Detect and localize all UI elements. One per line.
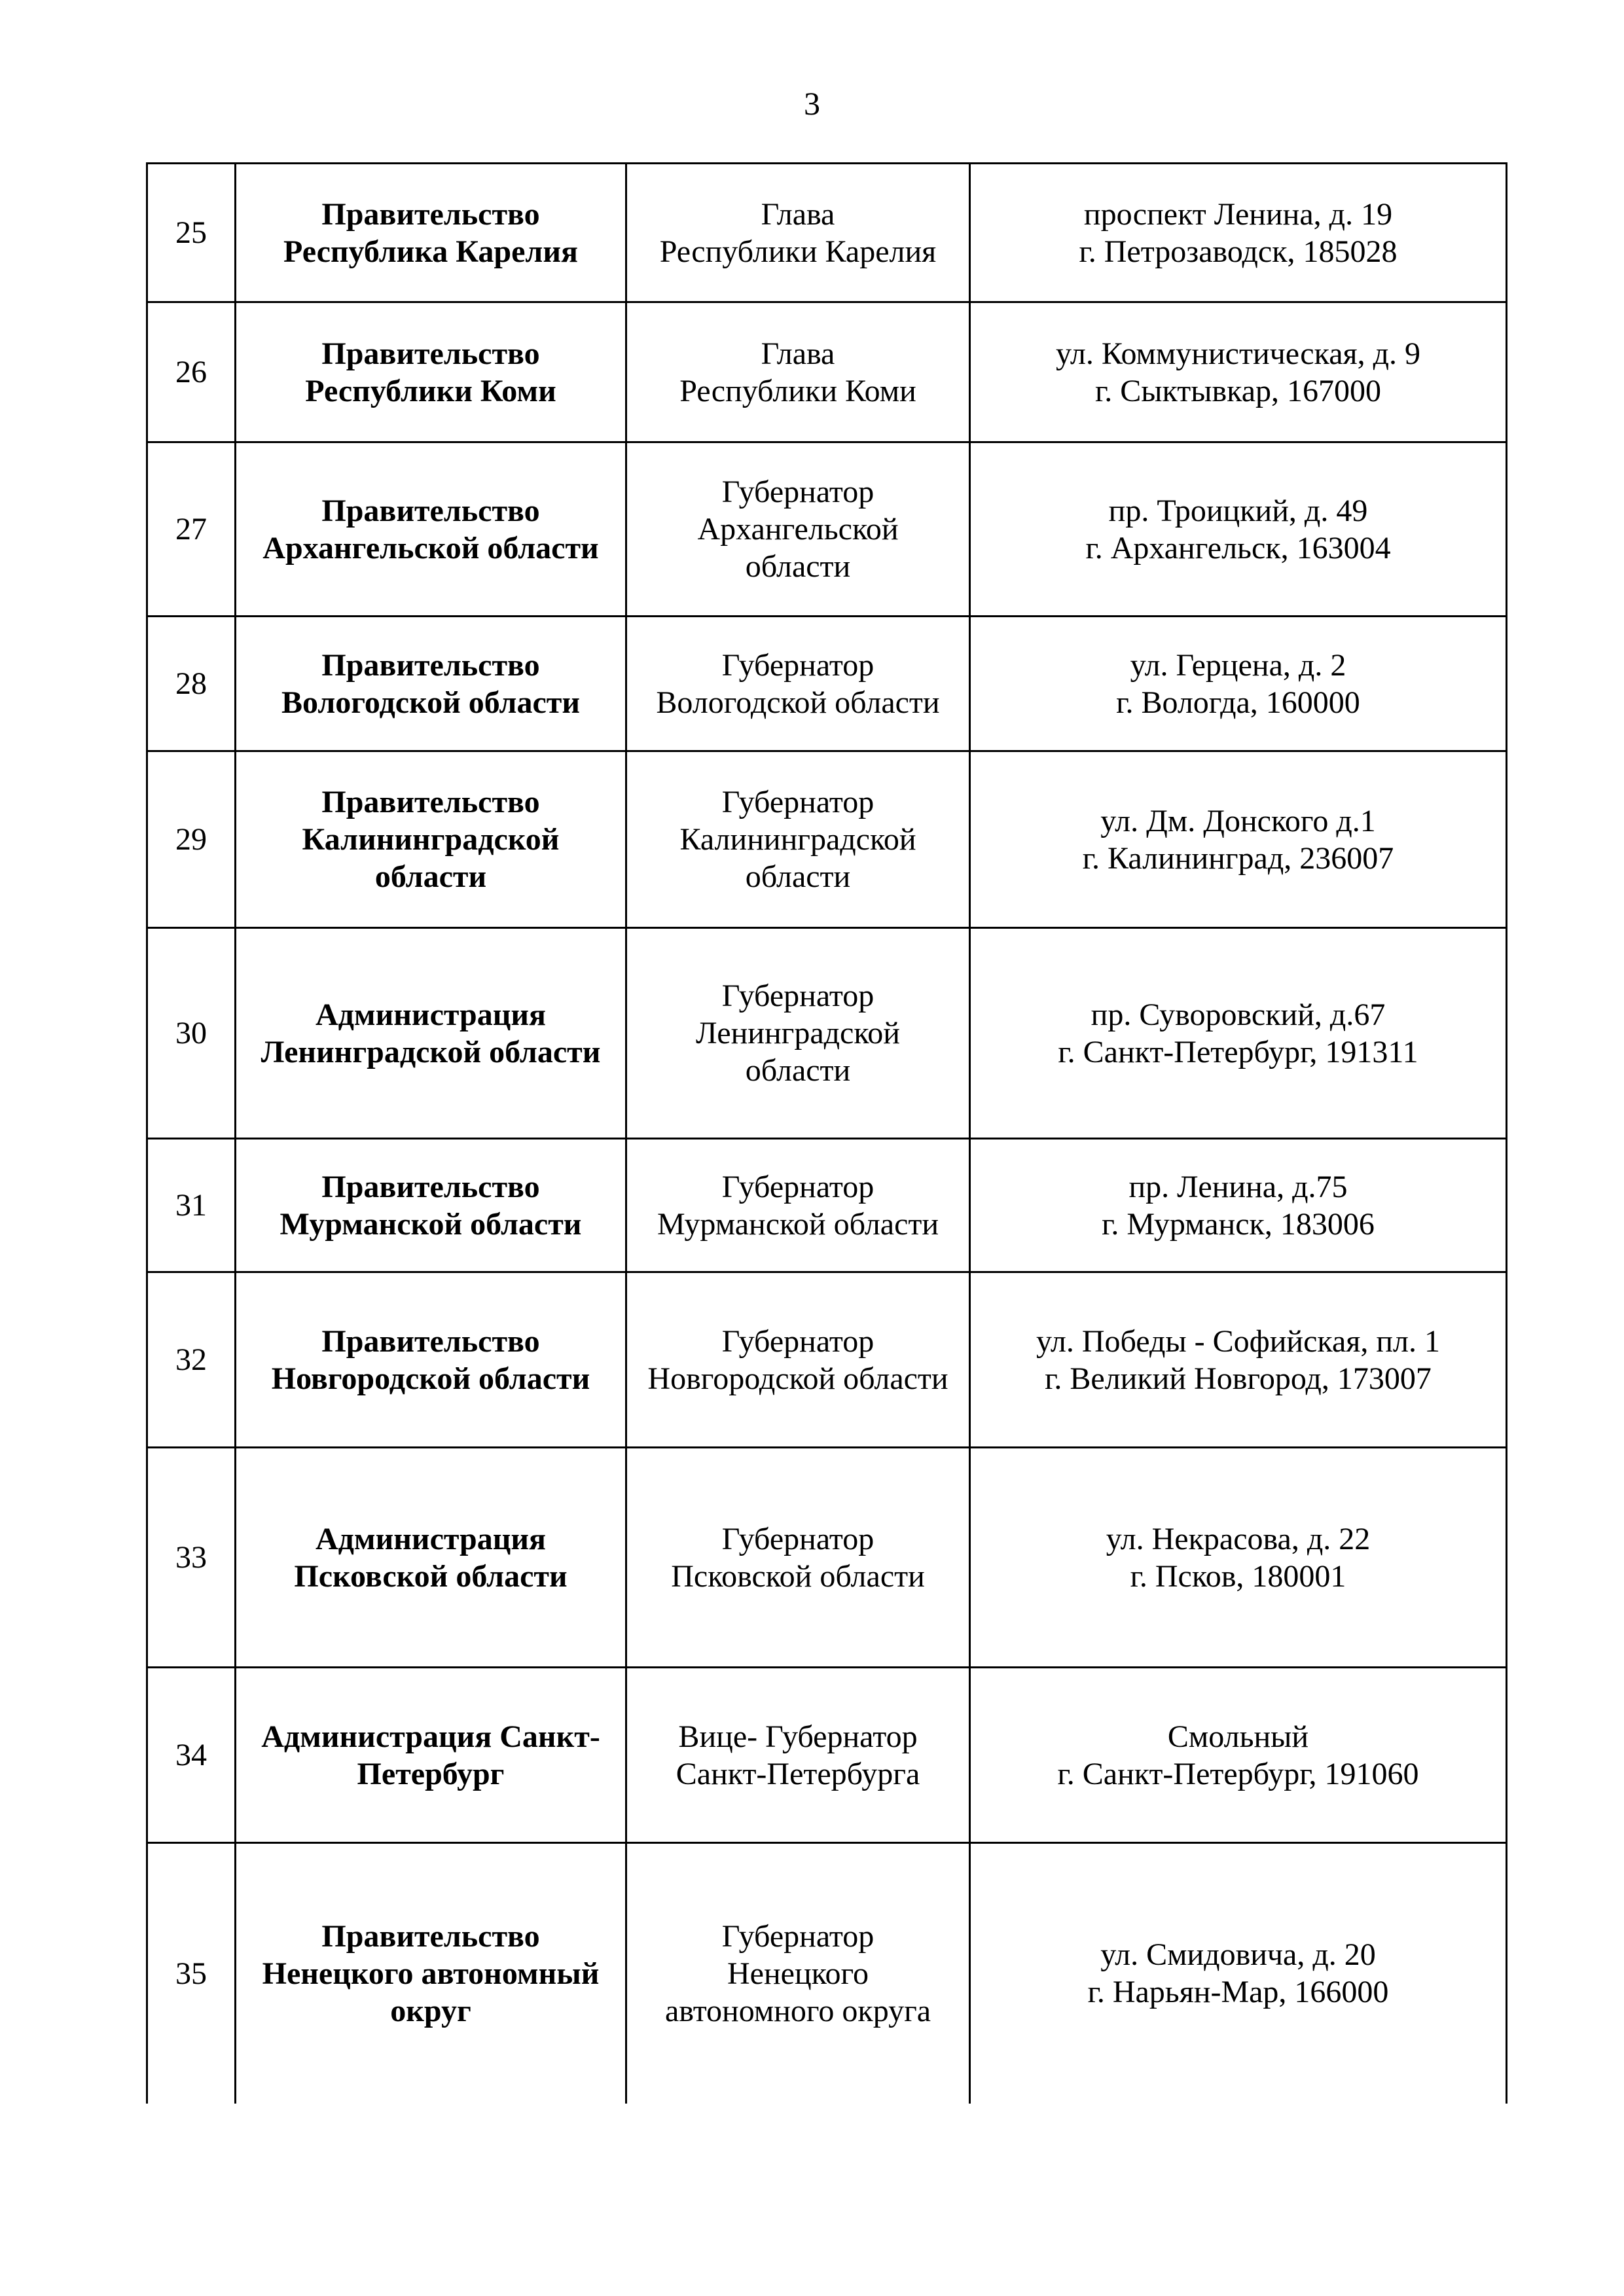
official-line: Губернатор (721, 647, 875, 683)
organization-line: округ (390, 1993, 471, 2028)
official-line: Калининградской (679, 822, 916, 857)
table-row (147, 1139, 1507, 1272)
address-line: г. Архангельск, 163004 (1085, 530, 1391, 565)
official-cell (626, 1139, 970, 1272)
address-line: пр. Ленина, д.75 (1128, 1169, 1348, 1204)
organization-line: Администрация (315, 1521, 547, 1556)
official-line: Губернатор (721, 785, 875, 819)
official-line: Псковской области (671, 1558, 925, 1594)
organization-line: Администрация (315, 997, 547, 1032)
address-line: г. Санкт-Петербург, 191060 (1057, 1756, 1419, 1791)
official-line: области (745, 549, 851, 584)
official-cell (626, 1448, 970, 1668)
organization-cell (236, 164, 626, 302)
row-number-cell: 35 (147, 1843, 236, 2104)
organization-line: Новгородской области (271, 1361, 590, 1396)
official-cell (626, 302, 970, 442)
official-line: Губернатор (721, 1169, 875, 1204)
official-cell (626, 1272, 970, 1448)
official-cell (626, 751, 970, 928)
official-line: Губернатор (721, 1323, 875, 1359)
address-cell (970, 1272, 1507, 1448)
official-line: автономного округа (664, 1993, 931, 2028)
organization-line: Ленинградской области (261, 1034, 601, 1069)
table-row (147, 442, 1507, 617)
official-line: Мурманской области (657, 1206, 939, 1242)
row-number-cell: 32 (147, 1272, 236, 1448)
row-number-cell: 25 (147, 164, 236, 302)
table-row (147, 1843, 1507, 2104)
official-line: Вологодской области (656, 685, 940, 720)
official-line: Глава (761, 196, 835, 232)
organization-line: Правительство (321, 1918, 540, 1954)
organization-line: Ненецкого автономный (262, 1956, 600, 1991)
organization-cell (236, 751, 626, 928)
address-cell (970, 1668, 1507, 1843)
table-row (147, 617, 1507, 751)
official-line: Новгородской области (647, 1361, 948, 1396)
official-line: Губернатор (721, 1521, 875, 1556)
organization-cell (236, 617, 626, 751)
row-number-cell: 31 (147, 1139, 236, 1272)
address-cell (970, 442, 1507, 617)
row-number-cell: 30 (147, 928, 236, 1139)
organization-line: Правительство (321, 336, 540, 371)
organization-line: Петербург (357, 1756, 505, 1791)
official-cell (626, 928, 970, 1139)
organization-cell (236, 1139, 626, 1272)
row-number-cell: 28 (147, 617, 236, 751)
table-row (147, 1272, 1507, 1448)
official-cell (626, 617, 970, 751)
official-line: Республики Коми (679, 373, 916, 408)
address-cell (970, 1448, 1507, 1668)
regions-table (146, 162, 1507, 2104)
address-line: ул. Некрасова, д. 22 (1106, 1521, 1371, 1556)
official-line: области (745, 1053, 851, 1088)
organization-line: Вологодской области (281, 685, 581, 720)
table-row (147, 928, 1507, 1139)
organization-line: Правительство (321, 196, 540, 232)
address-line: проспект Ленина, д. 19 (1083, 196, 1393, 232)
organization-cell (236, 928, 626, 1139)
address-cell (970, 617, 1507, 751)
table-row (147, 751, 1507, 928)
official-line: Архангельской (697, 512, 899, 547)
organization-line: области (374, 859, 487, 894)
official-cell (626, 1668, 970, 1843)
table-row (147, 1448, 1507, 1668)
address-line: г. Сыктывкар, 167000 (1094, 373, 1381, 408)
organization-line: Калининградской (302, 822, 560, 857)
address-cell (970, 928, 1507, 1139)
address-line: ул. Герцена, д. 2 (1130, 647, 1346, 683)
address-line: г. Великий Новгород, 173007 (1045, 1361, 1432, 1396)
address-line: г. Санкт-Петербург, 191311 (1058, 1034, 1418, 1069)
official-line: Ненецкого (727, 1956, 869, 1991)
address-line: ул. Смидовича, д. 20 (1100, 1937, 1376, 1973)
address-line: ул. Коммунистическая, д. 9 (1056, 336, 1420, 371)
organization-cell (236, 442, 626, 617)
regions-table-body (147, 164, 1507, 2104)
address-line: г. Калининград, 236007 (1082, 840, 1394, 876)
official-cell (626, 164, 970, 302)
address-line: г. Нарьян-Мар, 166000 (1087, 1975, 1389, 2010)
organization-line: Администрация Санкт- (261, 1719, 600, 1754)
address-cell (970, 1139, 1507, 1272)
official-line: Республики Карелия (659, 234, 937, 269)
organization-line: Республики Коми (305, 373, 556, 408)
organization-cell (236, 1843, 626, 2104)
address-line: г. Мурманск, 183006 (1102, 1206, 1375, 1242)
official-line: области (745, 859, 851, 894)
address-cell (970, 1843, 1507, 2104)
organization-line: Правительство (321, 1323, 540, 1359)
table-row (147, 164, 1507, 302)
official-cell (626, 1843, 970, 2104)
official-line: Губернатор (721, 1918, 875, 1954)
row-number-cell: 33 (147, 1448, 236, 1668)
organization-cell (236, 1448, 626, 1668)
address-cell (970, 164, 1507, 302)
address-cell (970, 751, 1507, 928)
address-line: пр. Суворовский, д.67 (1091, 997, 1386, 1032)
table-row (147, 302, 1507, 442)
official-line: Вице- Губернатор (678, 1719, 918, 1754)
address-line: ул. Дм. Донского д.1 (1100, 803, 1376, 838)
row-number-cell: 26 (147, 302, 236, 442)
address-line: ул. Победы - Софийская, пл. 1 (1036, 1323, 1441, 1359)
regions-table-container (146, 162, 1506, 2104)
table-row (147, 1668, 1507, 1843)
organization-line: Правительство (321, 785, 540, 819)
official-line: Санкт-Петербурга (676, 1756, 920, 1791)
official-line: Губернатор (721, 978, 875, 1013)
address-line: г. Псков, 180001 (1130, 1558, 1346, 1594)
organization-line: Правительство (321, 493, 540, 528)
address-line: г. Петрозаводск, 185028 (1079, 234, 1398, 269)
address-line: Смольный (1167, 1719, 1309, 1754)
organization-line: Мурманской области (280, 1206, 582, 1242)
page-number: 3 (804, 85, 820, 122)
organization-line: Правительство (321, 1169, 540, 1204)
row-number-cell: 27 (147, 442, 236, 617)
official-line: Ленинградской (696, 1016, 900, 1050)
organization-cell (236, 1668, 626, 1843)
organization-line: Республика Карелия (283, 234, 578, 269)
row-number-cell: 34 (147, 1668, 236, 1843)
official-line: Губернатор (721, 475, 875, 509)
organization-cell (236, 1272, 626, 1448)
address-line: г. Вологда, 160000 (1116, 685, 1360, 720)
organization-line: Правительство (321, 647, 540, 683)
organization-cell (236, 302, 626, 442)
official-cell (626, 442, 970, 617)
address-cell (970, 302, 1507, 442)
official-line: Глава (761, 336, 835, 371)
organization-line: Архангельской области (262, 530, 599, 565)
address-line: пр. Троицкий, д. 49 (1108, 493, 1368, 528)
row-number-cell: 29 (147, 751, 236, 928)
organization-line: Псковской области (294, 1558, 568, 1594)
